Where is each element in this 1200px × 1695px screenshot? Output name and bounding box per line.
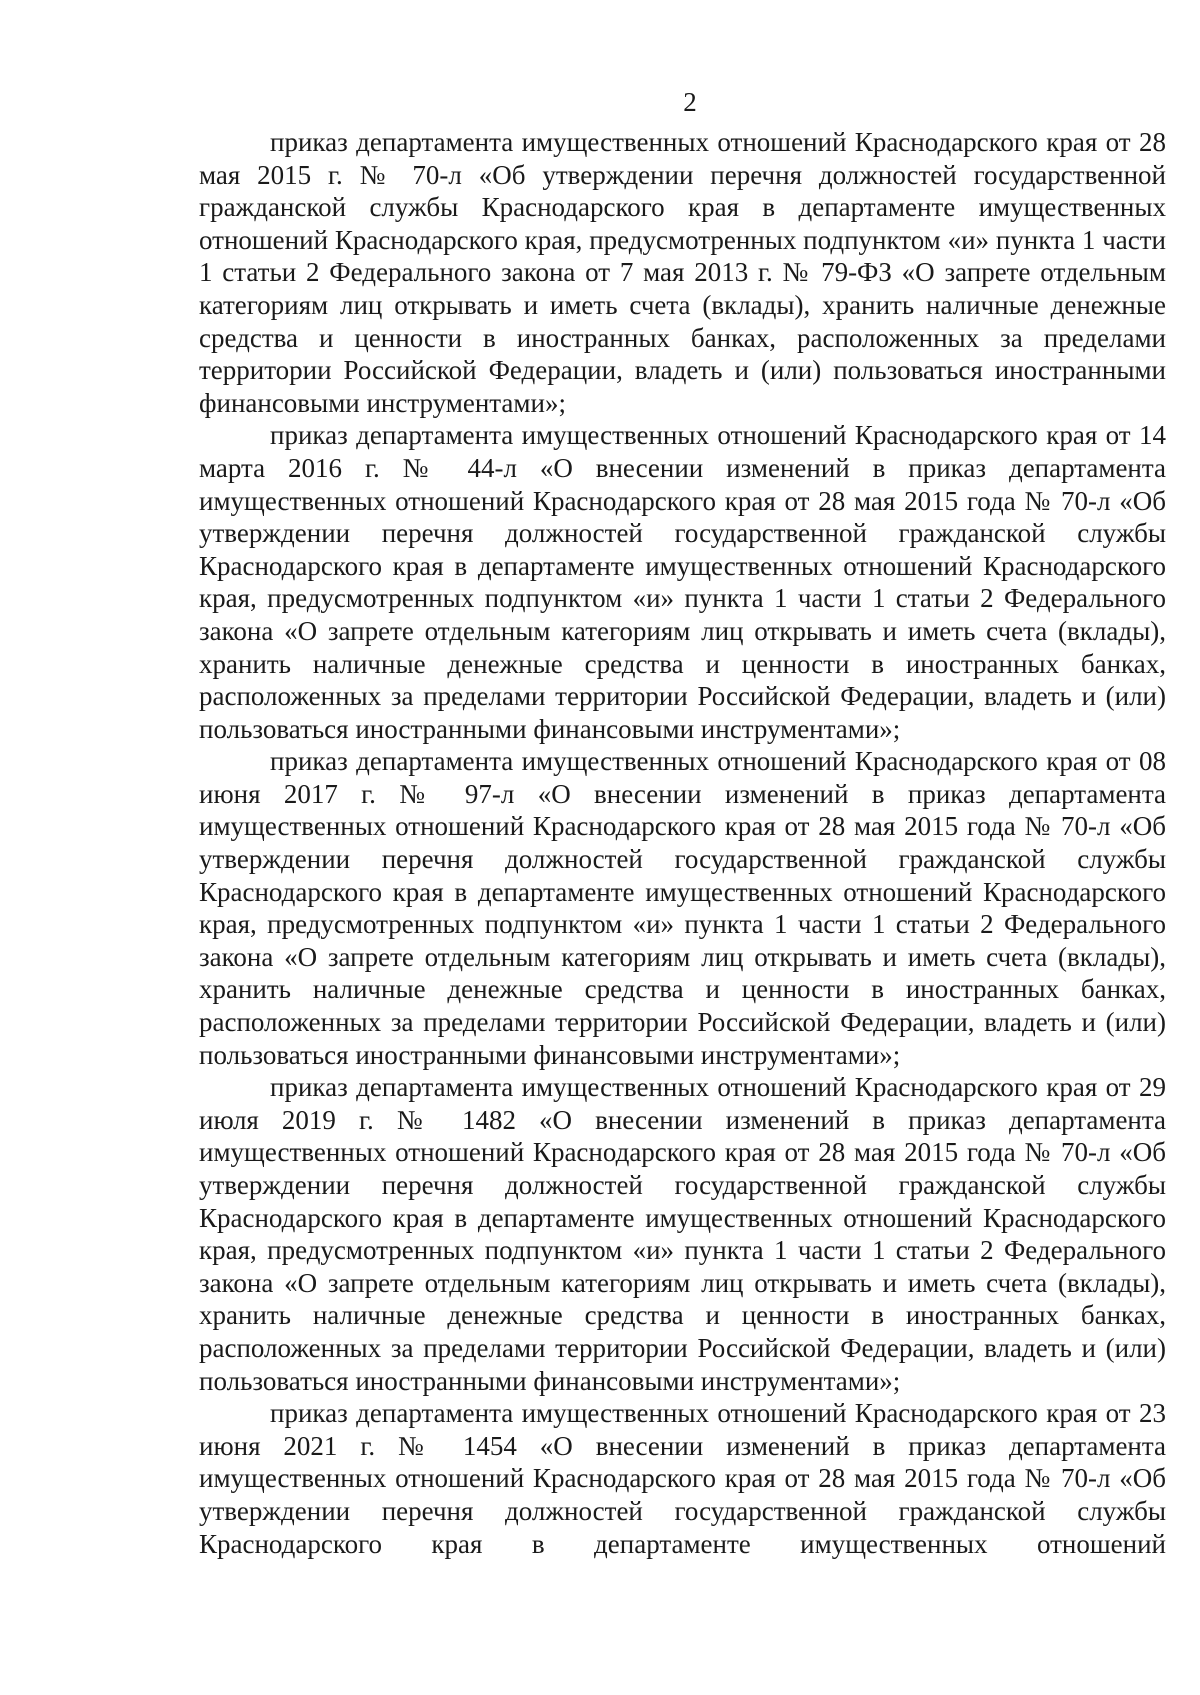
paragraph-order-2016: приказ департамента имущественных отношений Краснодарского края от 14 марта 2016 г. № 44-л «О внесении изменений в приказ департамента имущественных отношений Краснодарского края от 28 мая 2015 года № 70-л «Об утверждении перечня должностей государственной гражданской службы Краснодарского края в департаменте имущественных отношений Краснодарского края, предусмотренных подпунктом «и» пункта 1 части 1 статьи 2 Федерального закона «О запрете отдельным категориям лиц открывать и иметь счета (вклады), хранить наличные денежные средства и ценности в иностранных банках, расположенных за пределами территории Российской Федерации, владеть и (или) пользоваться иностранными финансовыми инструментами»; [199, 420, 1166, 744]
paragraph-order-2017: приказ департамента имущественных отношений Краснодарского края от 08 июня 2017 г. № 97-л «О внесении изменений в приказ департамента имущественных отношений Краснодарского края от 28 мая 2015 года № 70-л «Об утверждении перечня должностей государственной гражданской службы Краснодарского края в департаменте имущественных отношений Краснодарского края, предусмотренных подпунктом «и» пункта 1 части 1 статьи 2 Федерального закона «О запрете отдельным категориям лиц открывать и иметь счета (вклады), хранить наличные денежные средства и ценности в иностранных банках, расположенных за пределами территории Российской Федерации, владеть и (или) пользоваться иностранными финансовыми инструментами»; [199, 746, 1166, 1070]
paragraph-order-2021: приказ департамента имущественных отношений Краснодарского края от 23 июня 2021 г. № 1454 «О внесении изменений в приказ департамента имущественных отношений Краснодарского края от 28 мая 2015 года № 70-л «Об утверждении перечня должностей государственной гражданской службы Краснодарского края в департаменте имущественных отношений [199, 1398, 1166, 1559]
document-body [199, 126, 1166, 1560]
paragraph-order-2015: приказ департамента имущественных отношений Краснодарского края от 28 мая 2015 г. № 70-л «Об утверждении перечня должностей государственной гражданской службы Краснодарского края в департаменте имущественных отношений Краснодарского края, предусмотренных подпунктом «и» пункта 1 части 1 статьи 2 Федерального закона от 7 мая 2013 г. № 79-ФЗ «О запрете отдельным категориям лиц открывать и иметь счета (вклады), хранить наличные денежные средства и ценности в иностранных банках, расположенных за пределами территории Российской Федерации, владеть и (или) пользоваться иностранными финансовыми инструментами»; [199, 127, 1166, 418]
paragraph-order-2019: приказ департамента имущественных отношений Краснодарского края от 29 июля 2019 г. № 1482 «О внесении изменений в приказ департамента имущественных отношений Краснодарского края от 28 мая 2015 года № 70-л «Об утверждении перечня должностей государственной гражданской службы Краснодарского края в департаменте имущественных отношений Краснодарского края, предусмотренных подпунктом «и» пункта 1 части 1 статьи 2 Федерального закона «О запрете отдельным категориям лиц открывать и иметь счета (вклады), хранить наличные денежные средства и ценности в иностранных банках, расположенных за пределами территории Российской Федерации, владеть и (или) пользоваться иностранными финансовыми инструментами»; [199, 1072, 1166, 1396]
page-number: 2 [683, 87, 697, 117]
